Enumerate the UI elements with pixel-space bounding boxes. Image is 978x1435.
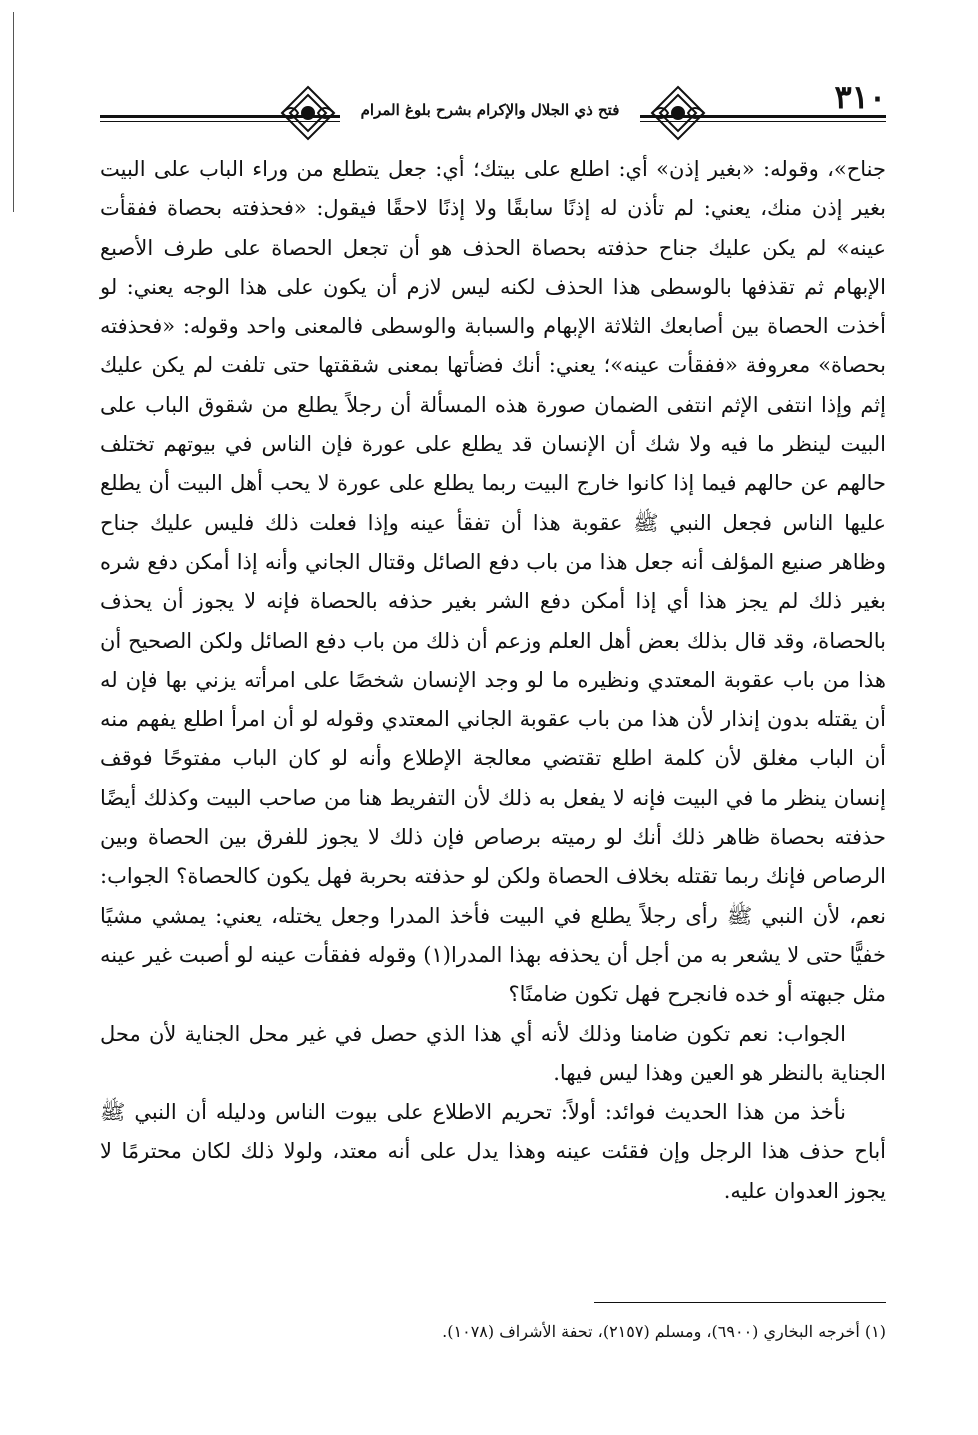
ornament-icon [648,83,708,143]
page-header [100,68,886,138]
margin-rule [13,12,14,212]
page-number: ٣١٠ [834,78,886,116]
paragraph: نأخذ من هذا الحديث فوائد: أولاً: تحريم الاطلاع على بيوت الناس ودليله أن النبي ﷺ أباح حذف هذا الرجل وإن فقئت عينه وهذا يدل على أنه معتد، ولولا ذلك لكان محترمًا لا يجوز العدوان عليه. [100,1100,886,1203]
paragraph: جناح»، وقوله: «بغير إذن» أي: اطلع على بيتك؛ أي: جعل يتطلع من وراء الباب على البيت بغير إذن منك، يعني: لم تأذن له إذنًا سابقًا ولا إذنًا لاحقًا فيقول: «فحذفته بحصاة ففقأت عينه» لم يكن عليك جناح حذفته بحصاة الحذف هو أن تجعل الحصاة على طرف الأصبع الإبهام ثم تقذفها بالوسطى هذا الحذف لكنه ليس لازم أن يكون على هذا الوجه يعني: لو أخذت الحصاة بين أصابعك الثلاثة الإبهام والسبابة والوسطى فالمعنى واحد وقوله: «فحذفته بحصاة» معروفة «ففقأت عينه»؛ يعني: أنك فضأتها بمعنى شققتها حتى تلفت لم يكن عليك إثم وإذا انتفى الإثم انتفى الضمان صورة هذه المسألة أن رجلاً يطلع من شقوق الباب على البيت لينظر ما فيه ولا شك أن الإنسان قد يطلع على عورة فإن الناس في بيوتهم تختلف حالهم عن حالهم فيما إذا كانوا خارج البيت ربما يطلع على عورة لا يحب أهل البيت أن يطلع عليها الناس فجعل النبي ﷺ عقوبة هذا أن تفقأ عينه وإذا فعلت ذلك فليس عليك جناح وظاهر صنيع المؤلف أنه جعل هذا من باب دفع الصائل وقتال الجاني وأنه إذا أمكن دفع شره بغير ذلك لم يجز هذا أي إذا أمكن دفع الشر بغير حذفه بالحصاة فإنه لا يجوز أن يحذف بالحصاة، وقد قال بذلك بعض أهل العلم وزعم أن ذلك من باب دفع الصائل ولكن الصحيح أن هذا من باب عقوبة المعتدي ونظيره ما لو وجد الإنسان شخصًا على امرأته يزني بها فإن له أن يقتله بدون إنذار لأن هذا من باب عقوبة الجاني المعتدي وقوله لو أن امرأ اطلع يفهم منه أن الباب مغلق لأن كلمة اطلع تقتضي معالجة الإطلاع وأنه لو كان الباب مفتوحًا فوقف إنسان ينظر ما في البيت فإنه لا يفعل به ذلك لأن التفريط هنا من صاحب البيت وكذلك أيضًا حذفته بحصاة ظاهر ذلك أنك لو رميته برصاص فإن ذلك لا يجوز للفرق بين الحصاة وبين الرصاص فإنك ربما تقتله بخلاف الحصاة ولكن لو حذفته بحربة فهل يكون كالحصاة؟ الجواب: نعم، لأن النبي ﷺ رأى رجلاً يطلع في البيت فأخذ المدرا وجعل يختله، يعني: يمشي مشيًا خفيًّا حتى لا يشعر به من أجل أن يحذفه بهذا المدرا(١) وقوله ففقأت عينه لو أصبت غير عينه مثل جبهته أو خده فانجرح فهل تكون ضامنًا؟ [100,157,886,1007]
book-title: فتح ذي الجلال والإكرام بشرح بلوغ المرام [360,101,620,119]
book-title-box [340,90,640,130]
footnote-rule [594,1302,886,1303]
paragraph: الجواب: نعم تكون ضامنا وذلك لأنه أي هذا الذي حصل في غير محل الجناية لأن محل الجناية بالنظر هو العين وهذا ليس فيها. [100,1021,886,1085]
footnote: (١) أخرجه البخاري (٦٩٠٠)، ومسلم (٢١٥٧)، تحفة الأشراف (١٠٧٨). [442,1322,886,1341]
ornament-icon [278,83,338,143]
body-text [100,150,886,1211]
